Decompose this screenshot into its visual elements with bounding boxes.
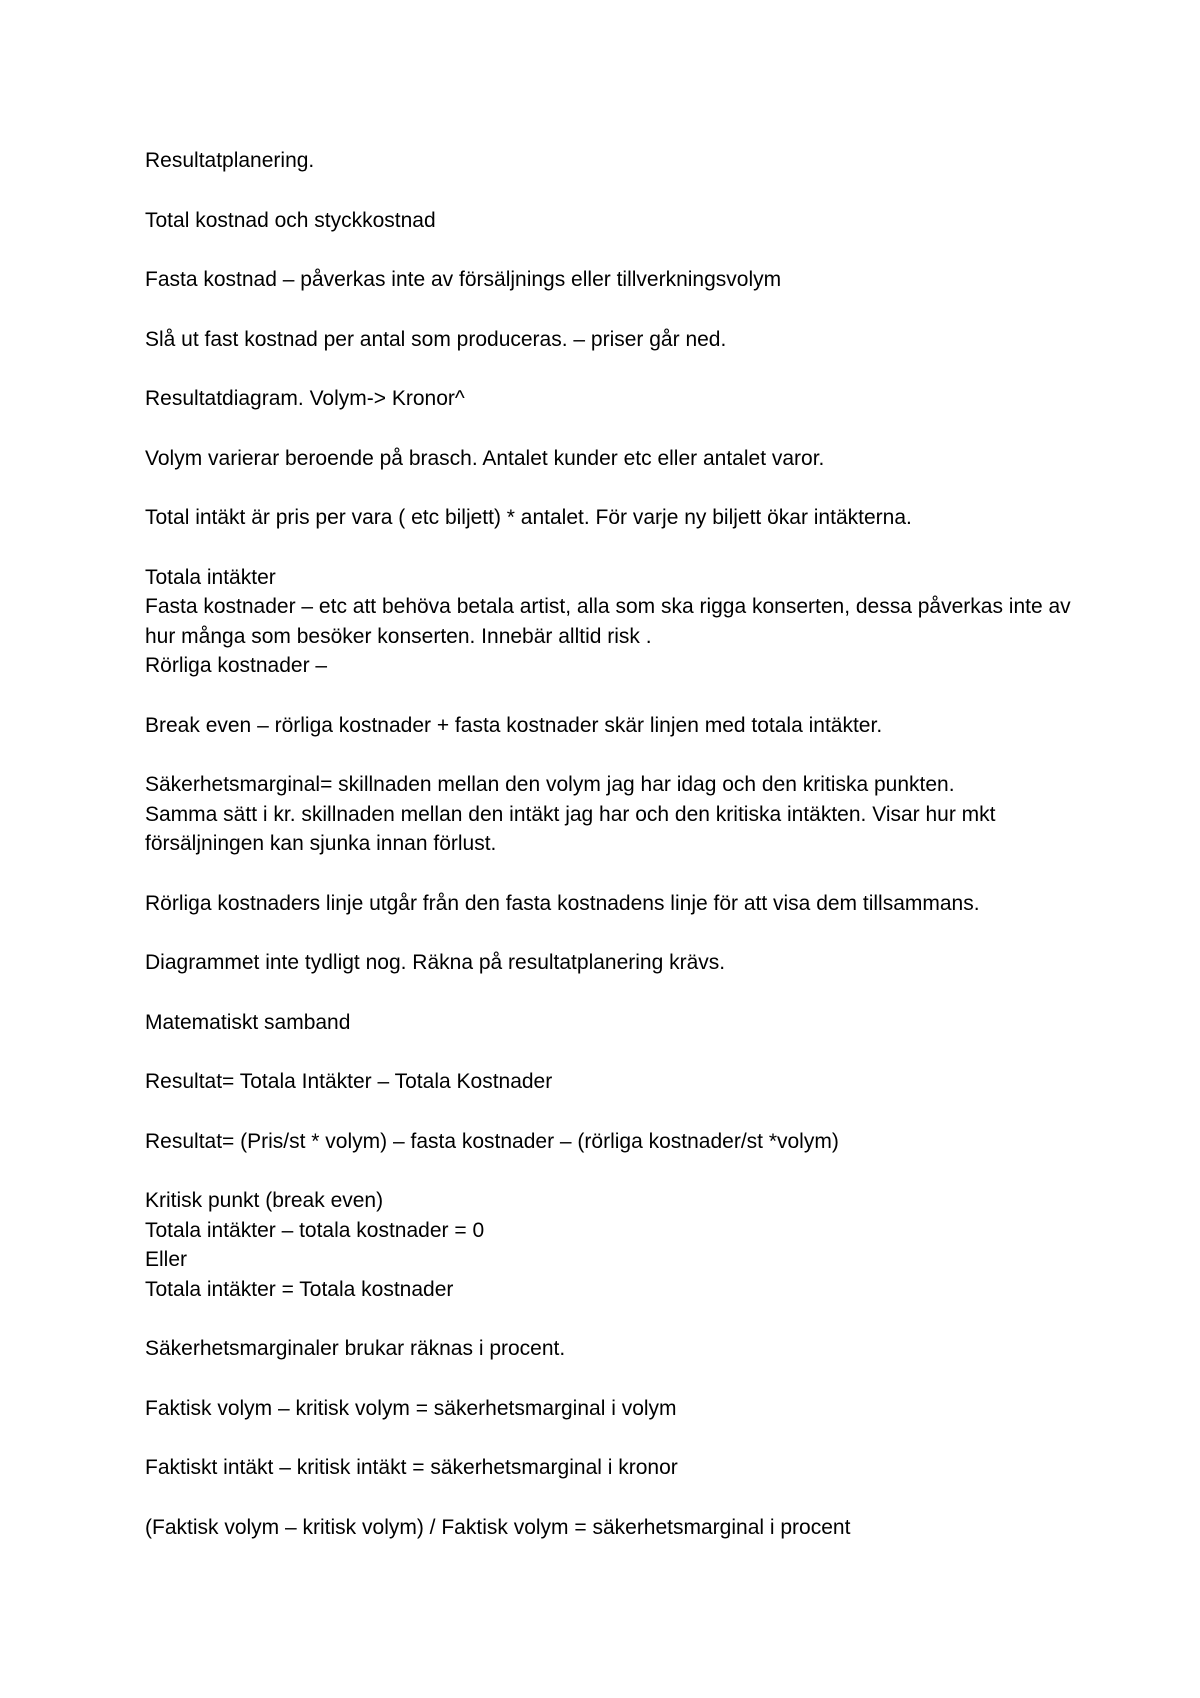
paragraph [145, 1513, 1075, 1543]
text-line: Säkerhetsmarginaler brukar räknas i procent. [145, 1337, 566, 1360]
paragraph [145, 889, 1075, 919]
text-line: Rörliga kostnaders linje utgår från den fasta kostnadens linje för att visa dem tillsammans. [145, 891, 980, 915]
text-line: Fasta kostnader – etc att behöva betala artist, alla som ska rigga konserten, dessa påverkas inte av hur många som besöker konserten. Innebär alltid risk . [145, 595, 1071, 648]
paragraph [145, 1008, 1075, 1038]
paragraph [145, 384, 1075, 414]
text-line: Kritisk punkt (break even) [145, 1189, 384, 1212]
text-line: Säkerhetsmarginal= skillnaden mellan den volym jag har idag och den kritiska punkten. [145, 773, 955, 796]
text-line: Resultatplanering. [145, 149, 315, 172]
paragraph [145, 711, 1075, 741]
text-line: Slå ut fast kostnad per antal som produceras. – priser går ned. [145, 327, 727, 351]
paragraph [145, 1334, 1075, 1364]
paragraph [145, 265, 1075, 295]
text-line: Break even – rörliga kostnader + fasta kostnader skär linjen med totala intäkter. [145, 713, 883, 737]
text-line: Resultatdiagram. Volym-> Kronor^ [145, 387, 465, 410]
text-line: Totala intäkter [145, 565, 276, 589]
paragraph [145, 948, 1075, 978]
paragraph [145, 1127, 1075, 1157]
text-line: Faktisk volym – kritisk volym = säkerhetsmarginal i volym [145, 1396, 677, 1420]
text-line: (Faktisk volym – kritisk volym) / Faktisk volym = säkerhetsmarginal i procent [145, 1515, 851, 1539]
text-line: Volym varierar beroende på brasch. Antalet kunder etc eller antalet varor. [145, 446, 825, 470]
text-line: Totala intäkter – totala kostnader = 0 [145, 1218, 485, 1242]
paragraph [145, 503, 1075, 533]
paragraph [145, 1453, 1075, 1483]
text-line: Total intäkt är pris per vara ( etc biljett) * antalet. För varje ny biljett ökar intäkterna. [145, 506, 912, 529]
paragraph [145, 206, 1075, 236]
text-line: Eller [145, 1248, 188, 1271]
text-line: Rörliga kostnader – [145, 654, 328, 677]
paragraph [145, 770, 1075, 859]
text-line: Resultat= (Pris/st * volym) – fasta kostnader – (rörliga kostnader/st *volym) [145, 1129, 839, 1153]
paragraph [145, 325, 1075, 355]
text-line: Samma sätt i kr. skillnaden mellan den intäkt jag har och den kritiska intäkten. Visar hur mkt försäljningen kan sjunka innan förlust. [145, 802, 996, 855]
text-line: Diagrammet inte tydligt nog. Räkna på resultatplanering krävs. [145, 951, 726, 974]
paragraph [145, 444, 1075, 474]
paragraph [145, 1186, 1075, 1304]
document-body [145, 146, 1075, 1572]
text-line: Resultat= Totala Intäkter – Totala Kostnader [145, 1070, 553, 1093]
text-line: Total kostnad och styckkostnad [145, 208, 436, 232]
paragraph [145, 146, 1075, 176]
paragraph [145, 563, 1075, 681]
text-line: Fasta kostnad – påverkas inte av försäljnings eller tillverkningsvolym [145, 268, 782, 291]
paragraph [145, 1394, 1075, 1424]
text-line: Totala intäkter = Totala kostnader [145, 1277, 454, 1301]
text-line: Faktiskt intäkt – kritisk intäkt = säkerhetsmarginal i kronor [145, 1456, 678, 1479]
text-line: Matematiskt samband [145, 1010, 351, 1034]
paragraph [145, 1067, 1075, 1097]
